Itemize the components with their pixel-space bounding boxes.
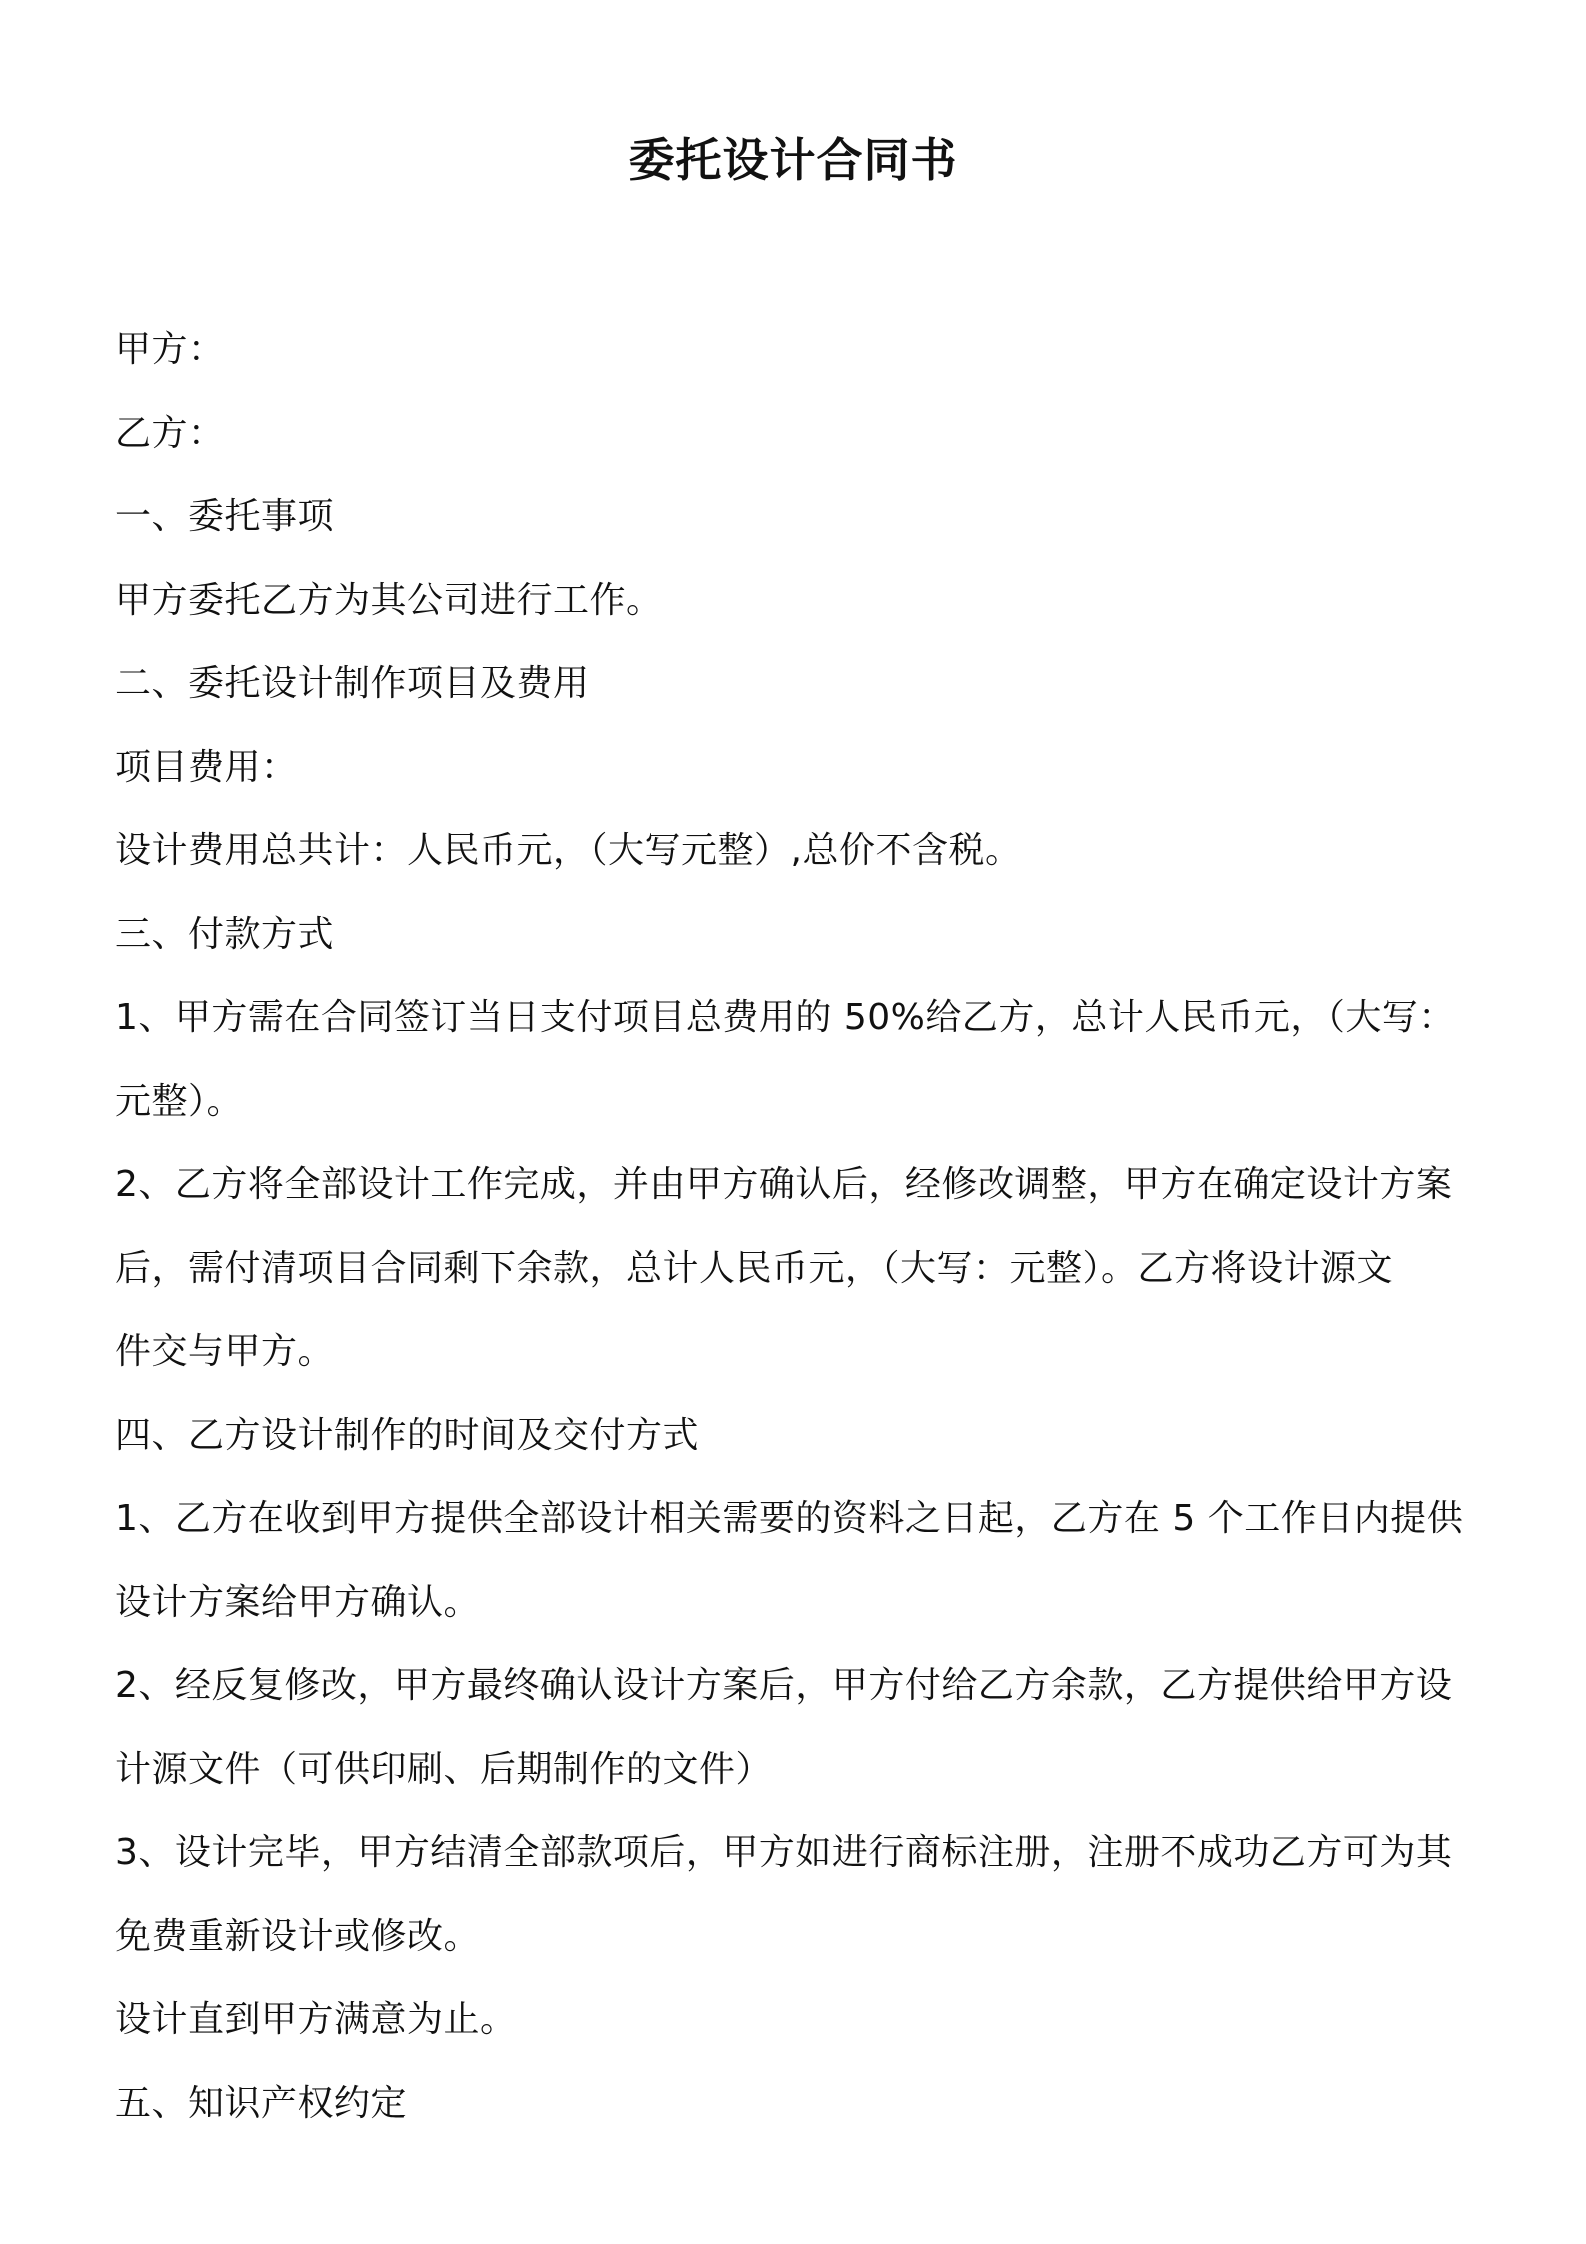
paragraph-line: 后，需付清项目合同剩下余款，总计人民币元，（大写：元整）。乙方将设计源文 bbox=[115, 1248, 1394, 1289]
paragraph-line: 设计方案给甲方确认。 bbox=[115, 1582, 481, 1623]
section-heading: 二、委托设计制作项目及费用 bbox=[115, 663, 590, 704]
paragraph-line: 1、乙方在收到甲方提供全部设计相关需要的资料之日起，乙方在 5 个工作日内提供 bbox=[115, 1498, 1464, 1539]
section-heading: 五、知识产权约定 bbox=[115, 2083, 408, 2124]
section-heading: 三、付款方式 bbox=[115, 914, 335, 955]
paragraph-line: 件交与甲方。 bbox=[115, 1331, 335, 1372]
paragraph-line: 设计直到甲方满意为止。 bbox=[115, 1999, 517, 2040]
party-b-line: 乙方： bbox=[115, 413, 225, 454]
paragraph-line: 1、甲方需在合同签订当日支付项目总费用的 50%给乙方，总计人民币元，（大写： bbox=[115, 997, 1455, 1038]
paragraph-line: 计源文件（可供印刷、后期制作的文件） bbox=[115, 1749, 773, 1790]
paragraph-line: 甲方委托乙方为其公司进行工作。 bbox=[115, 580, 663, 621]
party-a-line: 甲方： bbox=[115, 329, 225, 370]
paragraph-line: 元整）。 bbox=[115, 1081, 244, 1122]
paragraph-line: 3、设计完毕，甲方结清全部款项后，甲方如进行商标注册，注册不成功乙方可为其 bbox=[115, 1832, 1453, 1873]
paragraph-line: 项目费用： bbox=[115, 747, 298, 788]
paragraph-line: 2、乙方将全部设计工作完成，并由甲方确认后，经修改调整，甲方在确定设计方案 bbox=[115, 1164, 1453, 1205]
document-title: 委托设计合同书 bbox=[628, 133, 958, 187]
paragraph-line: 设计费用总共计：人民币元，（大写元整）,总价不含税。 bbox=[115, 830, 1022, 871]
section-heading: 四、乙方设计制作的时间及交付方式 bbox=[115, 1415, 700, 1456]
paragraph-line: 2、经反复修改，甲方最终确认设计方案后，甲方付给乙方余款，乙方提供给甲方设 bbox=[115, 1665, 1453, 1706]
section-heading: 一、委托事项 bbox=[115, 496, 335, 537]
paragraph-line: 免费重新设计或修改。 bbox=[115, 1916, 481, 1957]
